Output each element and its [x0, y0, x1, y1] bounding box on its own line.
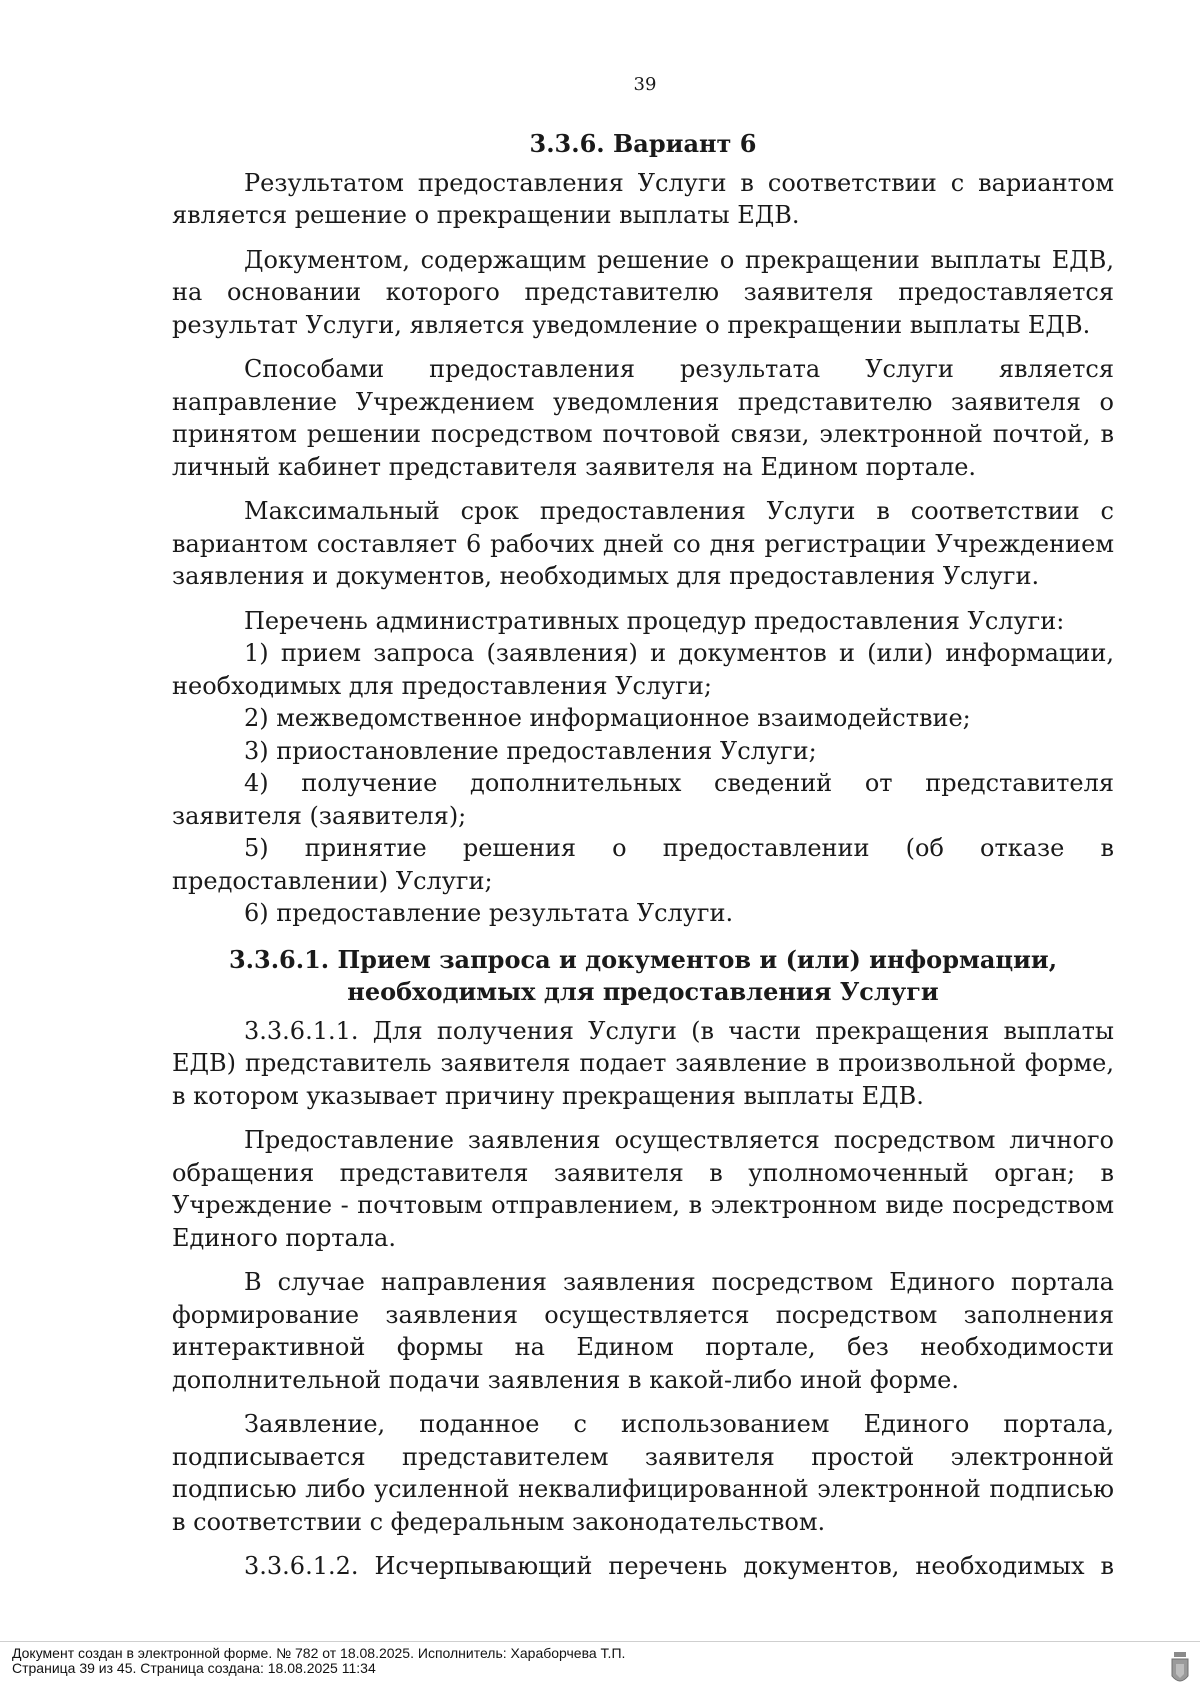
document-footer: [12, 1646, 1188, 1676]
paragraph: 3.3.6.1.2. Исчерпывающий перечень документов, необходимых в: [244, 1552, 1114, 1580]
list-item: 3) приостановление предоставления Услуги;: [244, 736, 817, 765]
paragraph: Документом, содержащим решение о прекращении выплаты ЕДВ, на основании которого представителю заявителя предоставляется результат Услуги, является уведомление о прекращении выплаты ЕДВ.: [172, 245, 1114, 339]
paragraph: Предоставление заявления осуществляется посредством личного обращения представителя заявителя в уполномоченный орган; в Учреждение - почтовым отправлением, в электронном виде посредством Единого портала.: [172, 1126, 1114, 1252]
footer-line: Документ создан в электронной форме. № 782 от 18.08.2025. Исполнитель: Хараборчева Т.П.: [12, 1645, 626, 1661]
procedures-intro: Перечень административных процедур предоставления Услуги:: [244, 606, 1065, 635]
footer-divider: [0, 1641, 1200, 1642]
page-number: 39: [633, 74, 657, 95]
document-body: [172, 128, 1114, 1583]
list-item: 6) предоставление результата Услуги.: [244, 899, 734, 927]
paragraph: Максимальный срок предоставления Услуги в соответствии с вариантом составляет 6 рабочих дней со дня регистрации Учреждением заявления и документов, необходимых для предоставления Услуги.: [172, 497, 1114, 590]
footer-line: Страница 39 из 45. Страница создана: 18.08.2025 11:34: [12, 1660, 376, 1676]
paragraph: Способами предоставления результата Услуги является направление Учреждением уведомления представителю заявителя о принятом решении посредством почтовой связи, электронной почтой, в личный кабинет представителя заявителя на Едином портале.: [172, 355, 1114, 481]
list-item: 5) принятие решения о предоставлении (об отказе в предоставлении) Услуги;: [172, 834, 1114, 895]
paragraph: 3.3.6.1.1. Для получения Услуги (в части прекращения выплаты ЕДВ) представитель заявителя подает заявление в произвольной форме, в котором указывает причину прекращения выплаты ЕДВ.: [172, 1016, 1114, 1110]
subsection-heading: 3.3.6.1. Прием запроса и документов и (или) информации, необходимых для предоставления Услуги: [228, 944, 1058, 1006]
section-heading: 3.3.6. Вариант 6: [529, 129, 757, 158]
list-item: 4) получение дополнительных сведений от представителя заявителя (заявителя);: [172, 769, 1114, 830]
list-item: 2) межведомственное информационное взаимодействие;: [244, 704, 971, 732]
paragraph: Результатом предоставления Услуги в соответствии с вариантом является решение о прекращении выплаты ЕДВ.: [172, 168, 1114, 229]
paragraph: В случае направления заявления посредством Единого портала формирование заявления осуществляется посредством заполнения интерактивной формы на Едином портале, без необходимости дополнительной подачи заявления в какой-либо иной форме.: [172, 1268, 1114, 1394]
paragraph: Заявление, поданное с использованием Единого портала, подписывается представителем заявителя простой электронной подписью либо усиленной неквалифицированной электронной подписью в соответствии с федеральным законодательством.: [172, 1410, 1114, 1536]
list-item: 1) прием запроса (заявления) и документов и (или) информации, необходимых для предоставления Услуги;: [172, 639, 1114, 700]
coat-of-arms-icon: [1170, 1652, 1190, 1688]
